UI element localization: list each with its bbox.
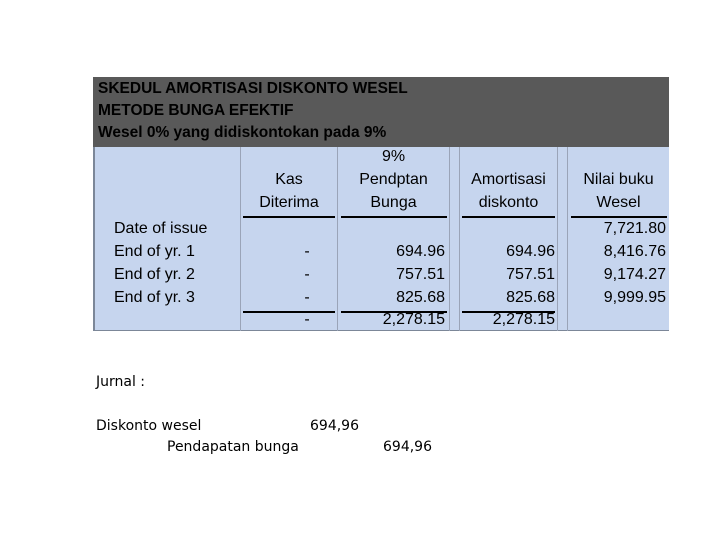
total-amortisasi: 2,278.15 xyxy=(492,311,555,328)
column-divider xyxy=(557,147,558,331)
value-nilai: 8,416.76 xyxy=(603,243,666,260)
method-subtitle: METODE BUNGA EFEKTIF xyxy=(98,102,294,119)
schedule-title-block xyxy=(93,77,669,147)
header-underline xyxy=(462,216,555,218)
value-nilai: 9,999.95 xyxy=(603,289,666,306)
table-left-border xyxy=(93,147,95,331)
table-bottom-border xyxy=(93,330,669,331)
value-kas: - xyxy=(304,266,310,283)
discount-subtitle: Wesel 0% yang didiskontokan pada 9% xyxy=(98,124,387,141)
journal-debit-amount: 694,96 xyxy=(310,418,359,434)
header-nilai-line2: Wesel xyxy=(596,194,641,211)
row-label: End of yr. 3 xyxy=(114,289,195,306)
header-underline xyxy=(341,216,447,218)
schedule-title: SKEDUL AMORTISASI DISKONTO WESEL xyxy=(98,80,408,97)
header-amortisasi-line2: diskonto xyxy=(478,194,539,211)
header-bunga-line2: Pendptan xyxy=(359,171,428,188)
value-bunga: 825.68 xyxy=(396,289,445,306)
value-bunga: 757.51 xyxy=(396,266,445,283)
column-divider xyxy=(449,147,450,331)
header-nilai-line1: Nilai buku xyxy=(583,171,654,188)
schedule-table xyxy=(93,147,669,331)
total-bunga: 2,278.15 xyxy=(382,311,445,328)
header-kas-line2: Diterima xyxy=(259,194,319,211)
journal-heading: Jurnal : xyxy=(96,374,146,390)
value-amortisasi: 694.96 xyxy=(506,243,555,260)
row-label: Date of issue xyxy=(114,220,208,237)
value-nilai: 9,174.27 xyxy=(603,266,666,283)
header-underline xyxy=(243,216,335,218)
header-bunga-line1: 9% xyxy=(381,148,406,165)
row-label: End of yr. 1 xyxy=(114,243,195,260)
journal-debit-account: Diskonto wesel xyxy=(96,418,202,434)
value-amortisasi: 757.51 xyxy=(506,266,555,283)
header-bunga-line3: Bunga xyxy=(370,194,417,211)
header-underline xyxy=(571,216,667,218)
total-kas: - xyxy=(304,311,310,328)
value-bunga: 694.96 xyxy=(396,243,445,260)
value-kas: - xyxy=(304,289,310,306)
row-label: End of yr. 2 xyxy=(114,266,195,283)
journal-credit-amount: 694,96 xyxy=(383,439,432,455)
header-amortisasi-line1: Amortisasi xyxy=(471,171,546,188)
value-kas: - xyxy=(304,243,310,260)
journal-credit-account: Pendapatan bunga xyxy=(167,439,299,455)
amortization-schedule xyxy=(93,77,669,331)
header-kas-line1: Kas xyxy=(275,171,303,188)
value-amortisasi: 825.68 xyxy=(506,289,555,306)
value-nilai: 7,721.80 xyxy=(603,220,666,237)
